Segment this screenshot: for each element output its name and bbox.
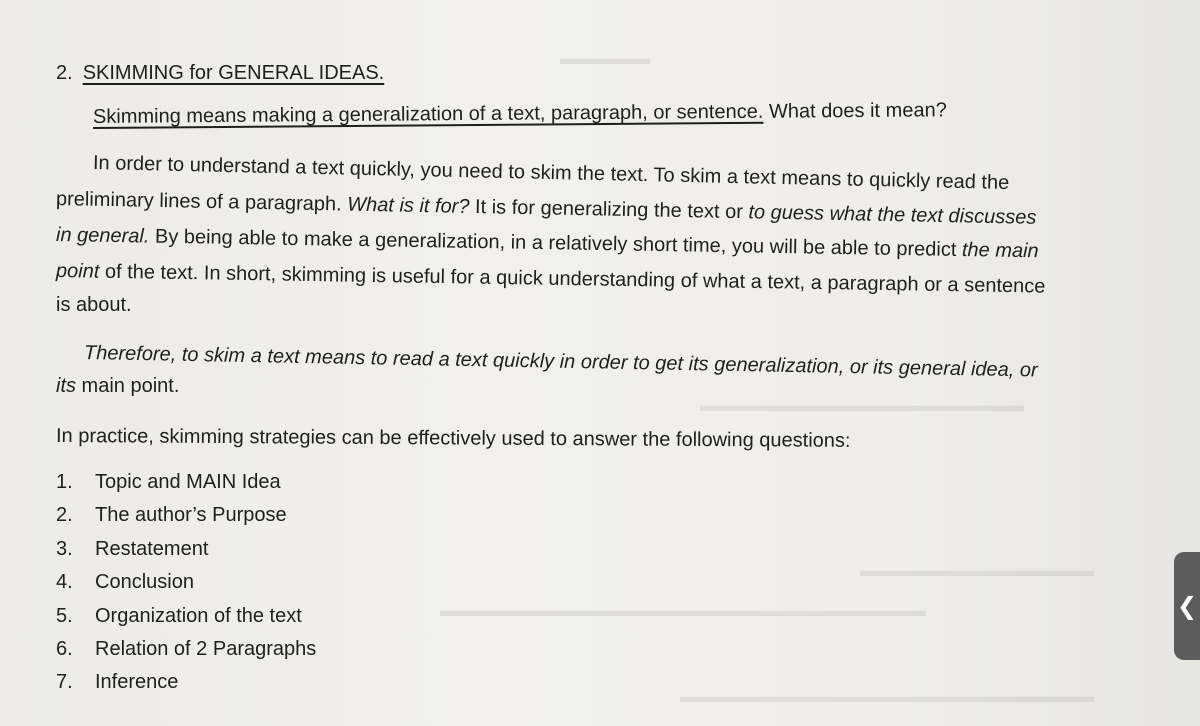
section-title: SKIMMING for GENERAL IDEAS.: [82, 62, 385, 84]
bleed-through-mark: ▬▬▬▬▬: [560, 48, 650, 68]
list-item: [56, 535, 316, 568]
paragraph1-line2: [56, 188, 1037, 230]
bleed-through-mark: ▬▬▬▬▬▬▬▬▬▬▬▬▬: [860, 560, 1094, 580]
paragraph1-line5: is about.: [56, 294, 132, 316]
list-item-label: Organization of the text: [95, 604, 302, 627]
list-item-number: 7.: [56, 671, 73, 694]
p1-line3-italic: in general.: [55, 224, 150, 248]
list-item: [56, 602, 316, 635]
definition-question: What does it mean?: [763, 99, 947, 123]
chevron-left-icon: ❮: [1176, 592, 1198, 620]
paragraph1-line3: [56, 224, 1039, 263]
side-panel-toggle-button[interactable]: [1174, 552, 1200, 660]
list-item-label: Conclusion: [95, 571, 194, 594]
list-item-label: Relation of 2 Paragraphs: [95, 637, 317, 660]
definition-line: [93, 99, 947, 129]
paragraph1-line1: In order to understand a text quickly, you need to skim the text. To skim a text means to quickly read the: [92, 152, 1010, 194]
bleed-through-mark: ▬▬▬▬▬▬▬▬▬▬▬▬▬▬▬▬▬▬▬▬▬▬▬: [680, 686, 1094, 706]
list-item-label: The author’s Purpose: [95, 504, 287, 527]
p1-line2-italic-question: What is it for?: [347, 193, 470, 218]
list-item-number: 3.: [56, 537, 73, 560]
section-number: 2.: [56, 62, 73, 84]
p2-line2-italic: its: [56, 375, 76, 397]
list-item: [56, 668, 316, 701]
question-list: [56, 468, 316, 702]
p1-line2-text: preliminary lines of a paragraph.: [55, 188, 348, 216]
section-heading: [56, 62, 384, 85]
p1-line2-italic-phrase: to guess what the text discusses: [748, 201, 1037, 229]
list-item: [56, 501, 316, 534]
paragraph2-line1: Therefore, to skim a text means to read a text quickly in order to get its generalization, or its general idea, or: [83, 342, 1038, 382]
list-item-label: Inference: [95, 671, 179, 694]
bleed-through-mark: ▬▬▬▬▬▬▬▬▬▬▬▬▬▬▬▬▬▬: [700, 395, 1024, 415]
questions-intro: In practice, skimming strategies can be effectively used to answer the following questions:: [55, 425, 851, 452]
p1-line4-text: of the text. In short, skimming is useful for a quick understanding of what a text, a paragraph or a sentence: [99, 260, 1046, 298]
list-item-number: 2.: [56, 504, 73, 527]
list-item-label: Topic and MAIN Idea: [95, 471, 281, 493]
p1-line4-italic: point: [55, 260, 100, 283]
p1-line2-text-2: It is for generalizing the text or: [469, 195, 749, 224]
list-item-number: 4.: [56, 571, 73, 594]
p1-line3-text: By being able to make a generalization, in a relatively short time, you will be able to predict: [149, 225, 963, 262]
list-item-number: 5.: [56, 604, 73, 627]
list-item-label: Restatement: [95, 537, 209, 560]
definition-underlined: Skimming means making a generalization of a text, paragraph, or sentence.: [92, 100, 764, 128]
list-item: [56, 635, 316, 668]
paragraph2-line2: [56, 375, 179, 398]
list-item-number: 6.: [56, 637, 73, 660]
list-item-number: 1.: [56, 471, 73, 493]
p1-line3-italic-end: the main: [961, 239, 1039, 263]
paragraph1-line4: [56, 260, 1046, 299]
bleed-through-mark: ▬▬▬▬▬▬▬▬▬▬▬▬▬▬▬▬▬▬▬▬▬▬▬▬▬▬▬: [440, 600, 926, 620]
list-item: [56, 568, 316, 601]
list-item: [56, 468, 316, 501]
p2-line2-text: main point.: [76, 375, 180, 397]
